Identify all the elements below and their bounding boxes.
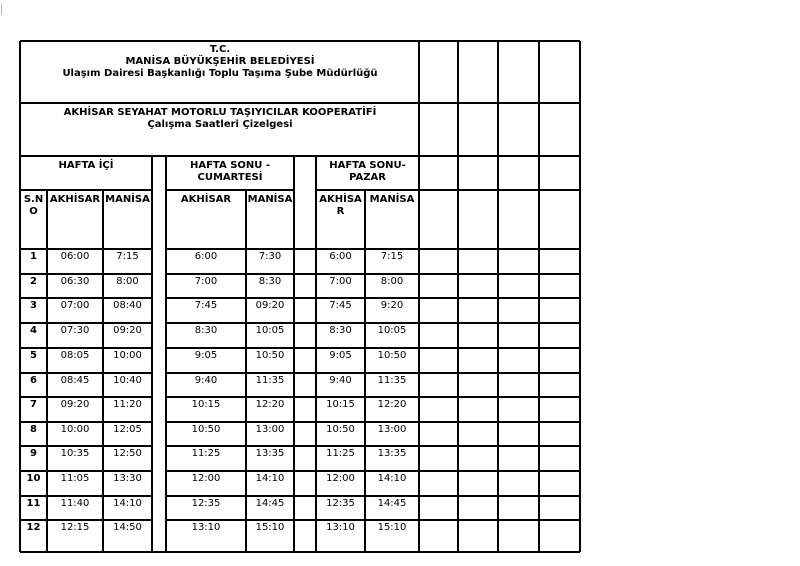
row-separator [20, 470, 152, 472]
weekday-akhisar-time: 11:40 [60, 498, 90, 509]
row-separator [20, 519, 152, 521]
sunday-akhisar-time: 12:00 [326, 473, 355, 484]
saturday-manisa-time: 14:45 [255, 498, 285, 509]
sunday-akhisar-time: 10:50 [326, 424, 355, 435]
table-bottom-border [20, 551, 580, 553]
subheader-separator [20, 155, 580, 157]
weekday-akhisar-time: 10:35 [60, 448, 90, 459]
row-separator [166, 297, 580, 299]
row-separator [166, 421, 580, 423]
saturday-akhisar-time: 12:00 [191, 473, 221, 484]
row-number: 10 [26, 473, 41, 484]
extra-column-line [497, 41, 499, 552]
weekday-akhisar-time: 06:30 [60, 276, 90, 287]
saturday-akhisar-time: 7:00 [194, 276, 218, 287]
table-right-border [579, 41, 581, 552]
sunday-akhisar-time: 11:25 [326, 448, 355, 459]
saturday-akhisar-time: 12:35 [191, 498, 221, 509]
col-sunday-akhisar-line2: R [336, 206, 345, 217]
saturday-manisa-time: 11:35 [255, 375, 285, 386]
row-separator [20, 396, 152, 398]
row-separator [166, 495, 580, 497]
saturday-manisa-time: 14:10 [255, 473, 285, 484]
saturday-manisa-time: 13:35 [255, 448, 285, 459]
row-separator [20, 347, 152, 349]
row-separator [20, 297, 152, 299]
weekday-manisa-time: 13:30 [113, 473, 142, 484]
saturday-akhisar-time: 8:30 [194, 325, 218, 336]
group-sunday-line2: PAZAR [349, 172, 386, 183]
sunday-akhisar-time: 9:05 [329, 350, 352, 361]
row-separator [166, 519, 580, 521]
sunday-manisa-time: 7:15 [380, 251, 404, 262]
row-separator [20, 248, 152, 250]
col-sno-line1: S.N [23, 194, 44, 205]
sunday-manisa-time: 15:10 [377, 522, 407, 533]
row-number: 1 [30, 251, 37, 262]
row-separator [20, 372, 152, 374]
col-sunday-akhisar-line1: AKHİSA [319, 194, 362, 205]
row-separator [20, 273, 152, 275]
weekday-manisa-time: 14:50 [113, 522, 142, 533]
weekday-akhisar-time: 08:45 [60, 375, 90, 386]
sunday-akhisar-time: 13:10 [326, 522, 355, 533]
row-separator [166, 445, 580, 447]
saturday-manisa-time: 13:00 [255, 424, 285, 435]
weekday-manisa-time: 10:00 [113, 350, 142, 361]
saturday-akhisar-time: 7:45 [194, 300, 218, 311]
sunday-akhisar-time: 7:00 [329, 276, 352, 287]
group-separator [316, 189, 580, 191]
group-saturday-line2: CUMARTESİ [197, 172, 263, 183]
sunday-akhisar-time: 12:35 [326, 498, 355, 509]
row-number: 4 [30, 325, 37, 336]
row-separator [166, 372, 580, 374]
table-top-border [20, 40, 580, 42]
group-separator [20, 189, 152, 191]
sunday-manisa-time: 9:20 [380, 300, 404, 311]
row-separator [166, 396, 580, 398]
row-separator [166, 273, 580, 275]
weekday-akhisar-time: 10:00 [60, 424, 90, 435]
weekday-manisa-time: 10:40 [113, 375, 142, 386]
group-sunday-line1: HAFTA SONU- [329, 160, 406, 171]
saturday-akhisar-time: 9:05 [194, 350, 218, 361]
row-separator [166, 347, 580, 349]
header-line-3: Ulaşım Dairesi Başkanlığı Toplu Taşıma Şube Müdürlüğü [62, 68, 378, 79]
row-number: 6 [30, 375, 37, 386]
sunday-manisa-time: 13:35 [377, 448, 407, 459]
weekday-manisa-time: 12:05 [113, 424, 142, 435]
row-number: 11 [26, 498, 41, 509]
weekday-manisa-time: 7:15 [116, 251, 139, 262]
weekday-manisa-time: 8:00 [116, 276, 139, 287]
row-number: 3 [30, 300, 37, 311]
subheader-line-1: AKHİSAR SEYAHAT MOTORLU TAŞIYICILAR KOOPERATİFİ [63, 107, 377, 118]
sunday-manisa-time: 14:10 [377, 473, 407, 484]
col-weekday-akhisar: AKHİSAR [49, 194, 101, 205]
row-number: 5 [30, 350, 37, 361]
row-number: 7 [30, 399, 37, 410]
saturday-manisa-time: 12:20 [255, 399, 285, 410]
group-saturday-line1: HAFTA SONU - [189, 160, 271, 171]
weekday-manisa-time: 14:10 [113, 498, 142, 509]
saturday-manisa-time: 7:30 [258, 251, 282, 262]
col-sunday-manisa: MANİSA [369, 194, 415, 205]
sunday-akhisar-time: 7:45 [329, 300, 352, 311]
sunday-manisa-time: 13:00 [377, 424, 407, 435]
sunday-akhisar-time: 10:15 [326, 399, 355, 410]
sunday-manisa-time: 11:35 [377, 375, 407, 386]
weekday-akhisar-time: 07:30 [60, 325, 90, 336]
saturday-akhisar-time: 10:50 [191, 424, 221, 435]
sunday-manisa-time: 14:45 [377, 498, 407, 509]
saturday-manisa-time: 10:05 [255, 325, 285, 336]
saturday-akhisar-time: 11:25 [191, 448, 221, 459]
weekday-manisa-time: 09:20 [113, 325, 142, 336]
row-separator [166, 322, 580, 324]
sunday-manisa-time: 8:00 [380, 276, 404, 287]
row-separator [166, 248, 580, 250]
weekday-akhisar-time: 11:05 [60, 473, 90, 484]
col-saturday-akhisar: AKHİSAR [180, 194, 232, 205]
row-separator [20, 445, 152, 447]
weekday-akhisar-time: 06:00 [60, 251, 90, 262]
row-separator [20, 322, 152, 324]
header-line-2: MANİSA BÜYÜKŞEHİR BELEDİYESİ [125, 56, 315, 67]
row-separator [20, 421, 152, 423]
weekday-akhisar-time: 07:00 [60, 300, 90, 311]
col-weekday-manisa: MANİSA [105, 194, 150, 205]
weekday-akhisar-time: 12:15 [60, 522, 90, 533]
header-separator [20, 102, 580, 104]
sunday-manisa-time: 12:20 [377, 399, 407, 410]
sunday-akhisar-time: 6:00 [329, 251, 352, 262]
sunday-manisa-time: 10:50 [377, 350, 407, 361]
subheader-line-2: Çalışma Saatleri Çizelgesi [147, 119, 293, 130]
extra-column-line [457, 41, 459, 552]
sunday-manisa-time: 10:05 [377, 325, 407, 336]
sunday-akhisar-time: 9:40 [329, 375, 352, 386]
row-separator [166, 470, 580, 472]
weekday-akhisar-time: 09:20 [60, 399, 90, 410]
row-number: 8 [30, 424, 37, 435]
group-separator [166, 189, 294, 191]
row-separator [20, 495, 152, 497]
saturday-akhisar-time: 10:15 [191, 399, 221, 410]
col-sno-line2: O [29, 206, 38, 217]
weekday-manisa-time: 08:40 [113, 300, 142, 311]
group-weekday: HAFTA İÇİ [58, 160, 114, 171]
extra-column-line [538, 41, 540, 552]
saturday-akhisar-time: 9:40 [194, 375, 218, 386]
saturday-akhisar-time: 13:10 [191, 522, 221, 533]
weekday-manisa-time: 11:20 [113, 399, 142, 410]
weekday-akhisar-time: 08:05 [60, 350, 90, 361]
sunday-akhisar-time: 8:30 [329, 325, 352, 336]
col-saturday-manisa: MANİSA [247, 194, 293, 205]
row-number: 9 [30, 448, 37, 459]
saturday-manisa-time: 8:30 [258, 276, 282, 287]
header-line-1: T.C. [209, 44, 231, 55]
row-number: 12 [26, 522, 41, 533]
weekday-manisa-time: 12:50 [113, 448, 142, 459]
row-number: 2 [30, 276, 37, 287]
saturday-manisa-time: 09:20 [255, 300, 285, 311]
saturday-manisa-time: 15:10 [255, 522, 285, 533]
saturday-akhisar-time: 6:00 [194, 251, 218, 262]
saturday-manisa-time: 10:50 [255, 350, 285, 361]
